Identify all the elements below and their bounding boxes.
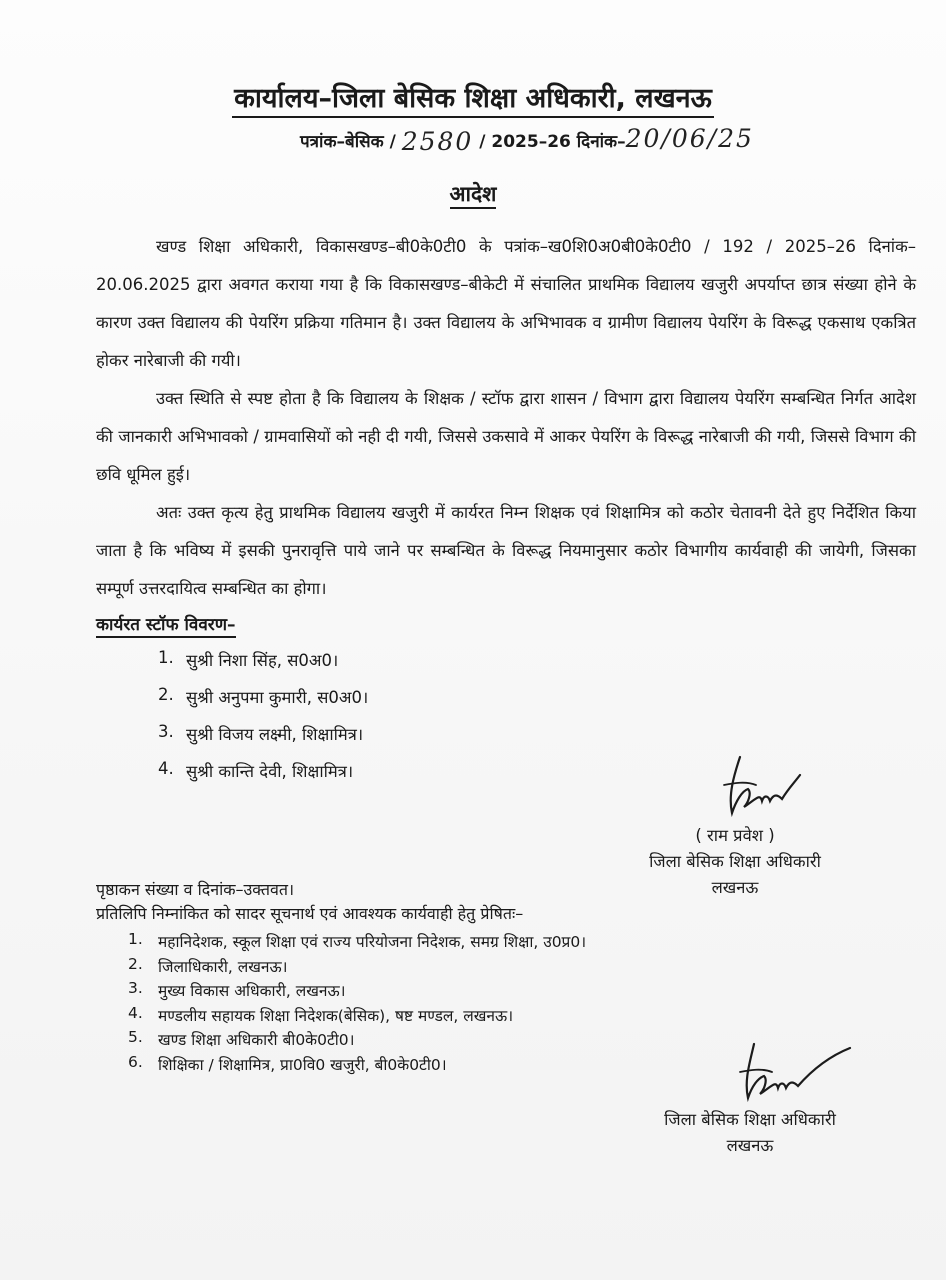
staff-item-text: सुश्री विजय लक्ष्मी, शिक्षामित्र। <box>186 725 364 744</box>
copy-to-line: प्रतिलिपि निम्नांकित को सादर सूचनार्थ एवं आवश्यक कार्यवाही हेतु प्रेषितः– <box>96 904 524 923</box>
copy-recipient-text: शिक्षिका / शिक्षामित्र, प्रा0वि0 खजुरी, बी0के0टी0। <box>158 1055 447 1074</box>
signatory-2-block <box>630 1107 870 1159</box>
staff-heading <box>96 612 236 635</box>
copy-recipient-number: 2. <box>128 954 143 973</box>
order-title <box>0 180 946 208</box>
staff-item-text: सुश्री निशा सिंह, स0अ0। <box>186 651 339 670</box>
staff-heading-text: कार्यरत स्टॉफ विवरण– <box>96 615 236 638</box>
paragraph-1: खण्ड शिक्षा अधिकारी, विकासखण्ड–बी0के0टी0 के पत्रांक–ख0शि0अ0बी0के0टी0 / 192 / 2025–26 दिनांक–20.06.2025 द्वारा अवगत कराया गया है कि विकासखण्ड–बीकेटी में संचालित प्राथमिक विद्यालय खजुरी अपर्याप्त छात्र संख्या होने के कारण उक्त विद्यालय की पेयरिंग प्रक्रिया गतिमान है। उक्त विद्यालय के अभिभावक व ग्रामीण विद्यालय पेयरिंग के विरूद्ध एकसाथ एकत्रित होकर नारेबाजी की गयी। <box>96 237 916 370</box>
signatory-1-block <box>610 823 860 901</box>
copy-recipient-number: 6. <box>128 1052 143 1071</box>
reference-number-handwritten: 2580 <box>401 127 474 156</box>
copy-recipient-text: जिलाधिकारी, लखनऊ। <box>158 957 288 976</box>
reference-prefix: पत्रांक–बेसिक / <box>300 132 396 152</box>
staff-item-number: 4. <box>158 759 174 778</box>
copy-recipient-item <box>128 1028 586 1053</box>
staff-list <box>158 648 368 796</box>
copy-recipient-text: मण्डलीय सहायक शिक्षा निदेशक(बेसिक), षष्ट मण्डल, लखनऊ। <box>158 1006 514 1025</box>
signatory-2-designation: जिला बेसिक शिक्षा अधिकारी <box>664 1110 836 1129</box>
staff-item-number: 2. <box>158 685 174 704</box>
copy-recipient-text: महानिदेशक, स्कूल शिक्षा एवं राज्य परियोजना निदेशक, समग्र शिक्षा, उ0प्र0। <box>158 933 587 951</box>
paragraph-2: उक्त स्थिति से स्पष्ट होता है कि विद्यालय के शिक्षक / स्टॉफ द्वारा शासन / विभाग द्वारा विद्यालय पेयरिंग सम्बन्धित निर्गत आदेश की जानकारी अभिभावको / ग्रामवासियों को नही दी गयी, जिससे उकसावे में आकर पेयरिंग के विरूद्ध नारेबाजी की गयी, जिससे विभाग की छवि धूमिल हुई। <box>96 389 916 484</box>
signatory-2-place: लखनऊ <box>726 1136 774 1155</box>
staff-item-text: सुश्री कान्ति देवी, शिक्षामित्र। <box>186 762 354 781</box>
staff-item <box>158 685 368 722</box>
signature-1 <box>712 755 802 823</box>
copy-recipient-item <box>128 930 586 955</box>
copy-recipient-text: मुख्य विकास अधिकारी, लखनऊ। <box>158 982 346 1000</box>
staff-item <box>158 722 368 759</box>
copy-recipient-number: 1. <box>128 930 143 948</box>
copy-recipient-text: खण्ड शिक्षा अधिकारी बी0के0टी0। <box>158 1031 355 1049</box>
signature-2 <box>732 1040 852 1104</box>
copy-recipient-number: 3. <box>128 979 143 997</box>
copy-recipients-list <box>128 930 586 1077</box>
reference-suffix: / 2025–26 दिनांक– <box>479 132 626 152</box>
staff-item-text: सुश्री अनुपमा कुमारी, स0अ0। <box>186 688 369 707</box>
paragraph-3: अतः उक्त कृत्य हेतु प्राथमिक विद्यालय खजुरी में कार्यरत निम्न शिक्षक एवं शिक्षामित्र को कठोर चेतावनी देते हुए निर्देशित किया जाता है कि भविष्य में इसकी पुनरावृत्ति पाये जाने पर सम्बन्धित के विरूद्ध नियमानुसार कठोर विभागीय कार्यवाही की जायेगी, जिसका सम्पूर्ण उत्तरदायित्व सम्बन्धित का होगा। <box>96 503 916 598</box>
staff-item-number: 1. <box>158 648 174 667</box>
signatory-1-place: लखनऊ <box>711 878 759 897</box>
copy-recipient-item <box>128 1004 586 1029</box>
staff-item <box>158 648 368 685</box>
copy-recipient-item <box>128 1053 586 1078</box>
copy-recipient-item <box>128 979 586 1004</box>
office-title-text: कार्यालय–जिला बेसिक शिक्षा अधिकारी, लखनऊ <box>232 83 714 118</box>
staff-item-number: 3. <box>158 722 174 741</box>
office-title <box>0 78 946 115</box>
copy-recipient-number: 5. <box>128 1028 143 1046</box>
reference-line <box>300 124 880 156</box>
order-title-text: आदेश <box>450 182 497 209</box>
staff-item <box>158 759 368 796</box>
signatory-1-name: ( राम प्रवेश ) <box>695 826 775 845</box>
copy-recipient-item <box>128 955 586 980</box>
endorsement-reference: पृष्ठाकन संख्या व दिनांक–उक्तवत। <box>96 880 295 899</box>
copy-recipient-number: 4. <box>128 1003 143 1022</box>
reference-date-handwritten: 20/06/25 <box>625 124 754 153</box>
signatory-1-designation: जिला बेसिक शिक्षा अधिकारी <box>649 852 821 871</box>
